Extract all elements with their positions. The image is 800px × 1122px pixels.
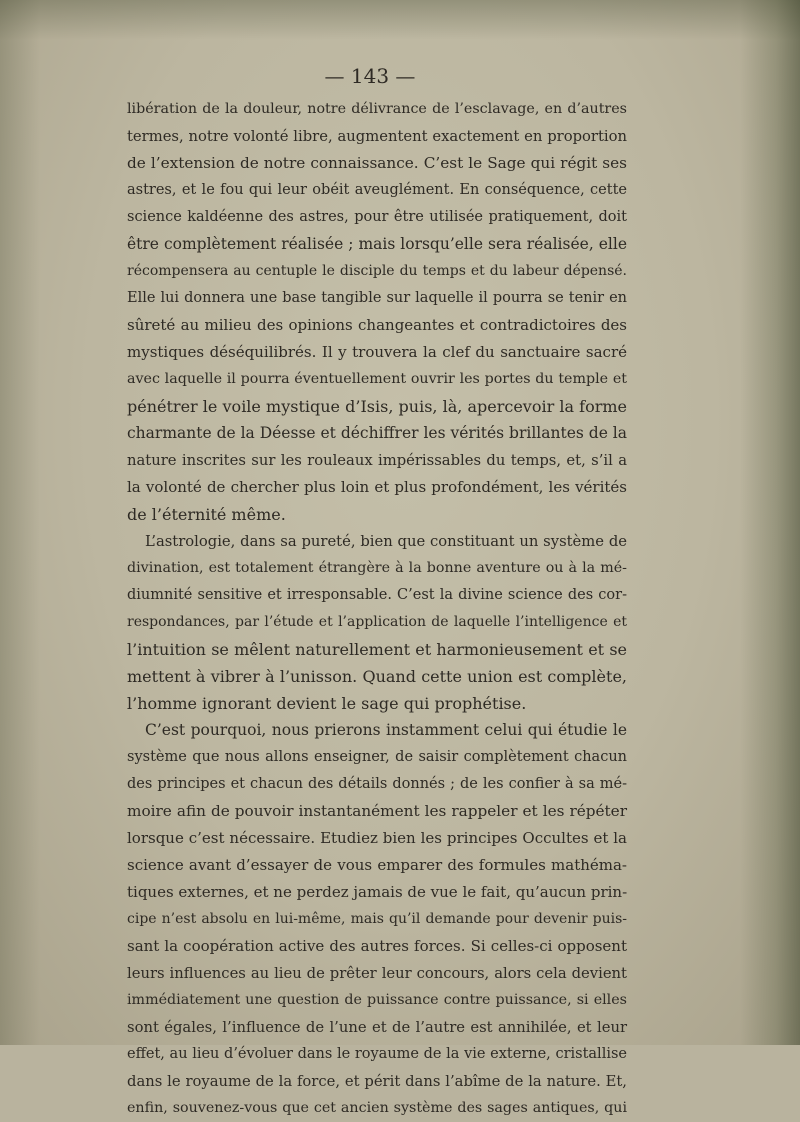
text-line: de l’extension de notre connaissance. C’est le Sage qui régit ses [127,154,627,172]
text-line: termes, notre volonté libre, augmentent exactement en proportion [127,128,627,145]
text-line: science kaldéenne des astres, pour être utilisée pratiquement, doit [127,209,627,225]
body-text [127,96,627,1122]
text-line: mettent à vibrer à l’unisson. Quand cette union est complète, [127,667,627,686]
text-line: enfin, souvenez-vous que cet ancien système des sages antiques, qui [127,1100,627,1116]
text-line: de l’éternité même. [127,505,286,524]
text-line: astres, et le fou qui leur obéit aveuglément. En conséquence, cette [127,182,627,198]
text-line: récompensera au centuple le disciple du temps et du labeur dépensé. [127,263,627,279]
text-line: respondances, par l’étude et l’application de laquelle l’intelligence et [127,614,627,630]
text-line: dans le royaume de la force, et périt dans l’abîme de la nature. Et, [127,1073,627,1090]
text-line: être complètement réalisée ; mais lorsqu’elle sera réalisée, elle [127,235,627,253]
text-line: leurs influences au lieu de prêter leur concours, alors cela devient [127,965,627,982]
page-edge-shadow-right [740,0,800,1045]
page-number: — 143 — [324,64,416,88]
text-line: moire afin de pouvoir instantanément les rappeler et les répéter [127,802,627,820]
text-line: sont égales, l’influence de l’une et de l’autre est annihilée, et leur [127,1019,627,1036]
text-line: avec laquelle il pourra éventuellement ouvrir les portes du temple et [127,371,627,387]
text-line: C’est pourquoi, nous prierons instamment celui qui étudie le [145,721,627,739]
text-line: sant la coopération active des autres forces. Si celles-ci opposent [127,937,627,955]
text-line: divination, est totalement étrangère à la bonne aventure ou à la mé- [127,560,627,576]
text-line: L’astrologie, dans sa pureté, bien que constituant un système de [145,533,627,550]
text-line: des principes et chacun des détails donnés ; de les confier à sa mé- [127,776,627,792]
text-line: effet, au lieu d’évoluer dans le royaume de la vie externe, cristallise [127,1046,627,1062]
text-line: cipe n’est absolu en lui-même, mais qu’il demande pour devenir puis- [127,911,627,927]
text-line: la volonté de chercher plus loin et plus profondément, les vérités [127,478,627,496]
text-line: tiques externes, et ne perdez jamais de vue le fait, qu’aucun prin- [127,883,628,901]
text-line: pénétrer le voile mystique d’Isis, puis, là, apercevoir la forme [127,397,627,416]
text-line: diumnité sensitive et irresponsable. C’est la divine science des cor- [127,587,627,603]
text-line: science avant d’essayer de vous emparer des formules mathéma- [127,856,627,874]
text-line: nature inscrites sur les rouleaux impérissables du temps, et, s’il a [127,452,627,469]
page-edge-shadow-left [0,0,40,1045]
text-line: l’intuition se mêlent naturellement et harmonieusement et se [127,640,627,659]
text-line: immédiatement une question de puissance contre puissance, si elles [127,992,627,1008]
text-line: libération de la douleur, notre délivrance de l’esclavage, en d’autres [127,101,627,117]
text-line: lorsque c’est nécessaire. Etudiez bien les principes Occultes et la [127,829,627,847]
text-line: charmante de la Déesse et déchiffrer les vérités brillantes de la [127,424,627,442]
text-line: mystiques déséquilibrés. Il y trouvera la clef du sanctuaire sacré [127,343,627,361]
text-line: système que nous allons enseigner, de saisir complètement chacun [127,749,627,765]
text-line: l’homme ignorant devient le sage qui prophétise. [127,694,527,713]
text-line: sûreté au milieu des opinions changeantes et contradictoires des [127,316,627,334]
text-line: Elle lui donnera une base tangible sur laquelle il pourra se tenir en [127,290,627,306]
page-edge-shadow-top [0,0,800,40]
